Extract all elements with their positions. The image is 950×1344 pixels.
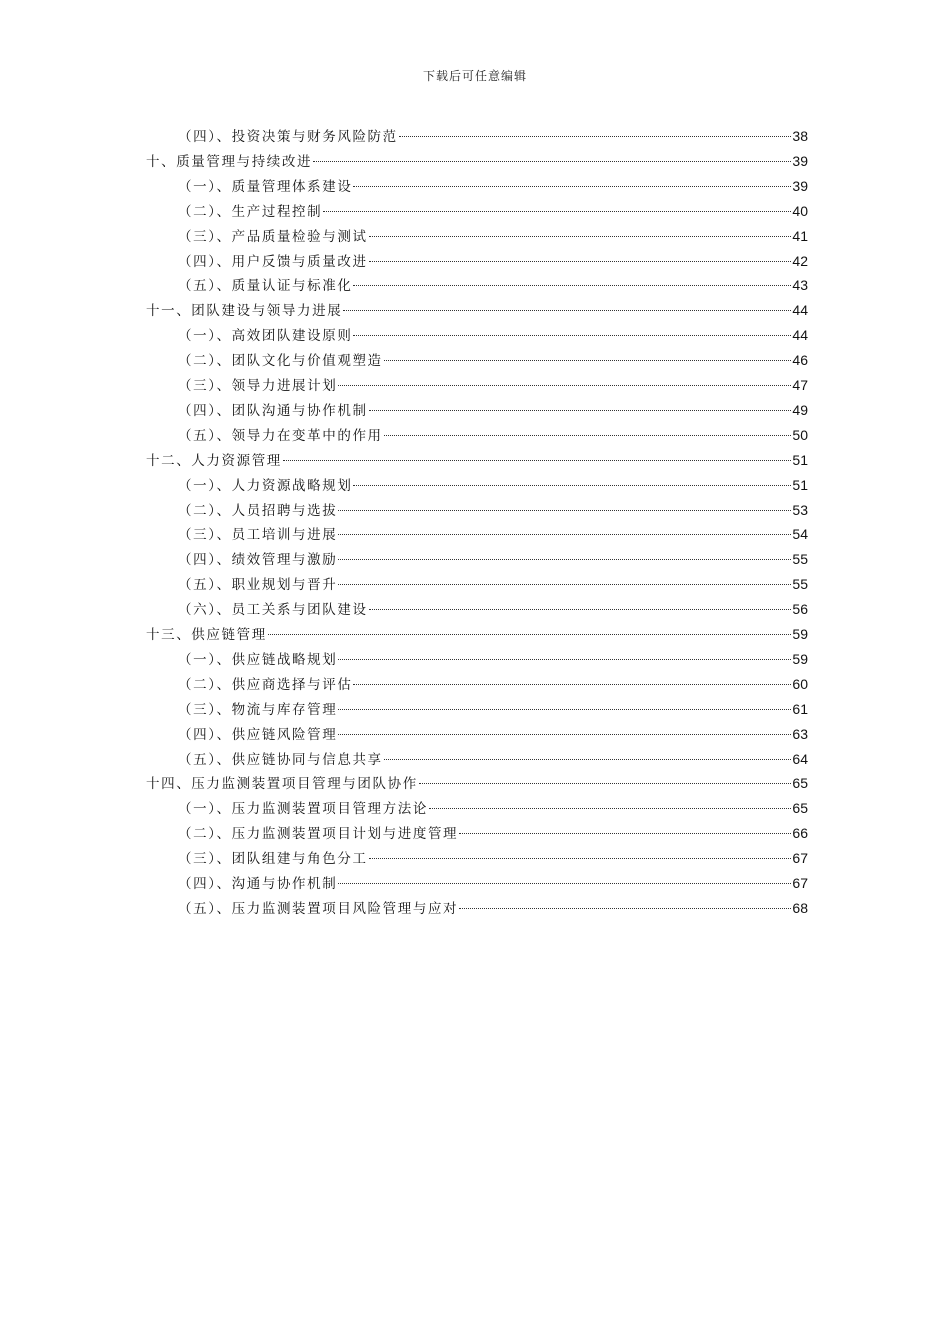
toc-section-entry[interactable]	[178, 523, 808, 545]
toc-dot-leader	[338, 883, 791, 884]
toc-section-entry[interactable]	[178, 748, 808, 770]
toc-dot-leader	[369, 410, 792, 411]
toc-dot-leader	[338, 534, 791, 535]
toc-section-entry[interactable]	[178, 872, 808, 894]
toc-dot-leader	[323, 211, 791, 212]
toc-dot-leader	[338, 734, 791, 735]
toc-entry-title: （四）、沟通与协作机制	[178, 876, 338, 892]
toc-entry-page-number: 63	[792, 725, 808, 742]
toc-dot-leader	[338, 659, 791, 660]
toc-entry-title: 十三、供应链管理	[146, 627, 267, 643]
toc-dot-leader	[268, 634, 792, 635]
toc-dot-leader	[459, 833, 791, 834]
toc-entry-page-number: 56	[792, 601, 808, 618]
toc-entry-page-number: 55	[792, 551, 808, 568]
toc-entry-page-number: 43	[792, 277, 808, 294]
toc-dot-leader	[353, 684, 791, 685]
toc-section-entry[interactable]	[178, 349, 808, 371]
toc-entry-page-number: 46	[792, 352, 808, 369]
toc-entry-page-number: 65	[792, 800, 808, 817]
toc-section-entry[interactable]	[178, 200, 808, 222]
toc-dot-leader	[369, 858, 792, 859]
toc-dot-leader	[399, 136, 792, 137]
toc-dot-leader	[384, 360, 792, 361]
toc-dot-leader	[338, 709, 791, 710]
toc-entry-title: （一）、供应链战略规划	[178, 651, 338, 668]
toc-dot-leader	[353, 485, 791, 486]
toc-entry-page-number: 55	[792, 576, 808, 593]
toc-entry-title: （五）、压力监测装置项目风险管理与应对	[178, 900, 459, 917]
toc-entry-title: 十一、团队建设与领导力进展	[146, 303, 343, 320]
toc-dot-leader	[419, 783, 792, 784]
toc-section-entry[interactable]	[178, 673, 808, 695]
toc-entry-title: （四）、供应链风险管理	[178, 726, 338, 743]
toc-entry-title: （五）、质量认证与标准化	[178, 278, 353, 295]
toc-section-entry[interactable]	[178, 648, 808, 670]
toc-section-entry[interactable]	[178, 324, 808, 346]
toc-section-entry[interactable]	[178, 598, 808, 620]
toc-entry-title: （三）、物流与库存管理	[178, 701, 338, 718]
toc-entry-title: 十二、人力资源管理	[146, 452, 282, 469]
toc-entry-title: （三）、团队组建与角色分工	[178, 851, 368, 868]
toc-entry-page-number: 50	[792, 426, 808, 443]
toc-entry-page-number: 44	[792, 327, 808, 344]
toc-entry-title: （四）、团队沟通与协作机制	[178, 402, 368, 419]
toc-chapter-entry[interactable]	[146, 299, 808, 321]
toc-chapter-entry[interactable]	[146, 449, 808, 471]
toc-entry-title: （五）、领导力在变革中的作用	[178, 427, 383, 444]
toc-entry-title: （五）、供应链协同与信息共享	[178, 751, 383, 768]
toc-entry-page-number: 42	[792, 252, 808, 269]
toc-entry-page-number: 49	[792, 401, 808, 418]
toc-entry-page-number: 38	[792, 128, 808, 144]
toc-entry-page-number: 60	[792, 675, 808, 692]
toc-entry-title: （四）、用户反馈与质量改进	[178, 253, 368, 270]
toc-entry-title: （一）、压力监测装置项目管理方法论	[178, 801, 428, 818]
toc-entry-page-number: 41	[792, 227, 808, 244]
toc-entry-page-number: 39	[792, 152, 808, 169]
toc-entry-page-number: 67	[792, 875, 808, 891]
toc-dot-leader	[338, 559, 791, 560]
toc-dot-leader	[283, 460, 792, 461]
toc-entry-page-number: 66	[792, 825, 808, 842]
toc-section-entry[interactable]	[178, 548, 808, 570]
toc-dot-leader	[353, 186, 791, 187]
toc-entry-title: （三）、产品质量检验与测试	[178, 228, 368, 245]
toc-entry-title: （二）、生产过程控制	[178, 203, 323, 220]
toc-section-entry[interactable]	[178, 897, 808, 919]
toc-entry-page-number: 65	[792, 775, 808, 792]
toc-entry-title: （五）、职业规划与晋升	[178, 577, 338, 594]
toc-dot-leader	[369, 261, 792, 262]
toc-dot-leader	[313, 161, 791, 162]
toc-section-entry[interactable]	[178, 797, 808, 819]
toc-entry-page-number: 47	[792, 377, 808, 393]
toc-entry-page-number: 53	[792, 501, 808, 518]
toc-section-entry[interactable]	[178, 125, 808, 147]
toc-dot-leader	[353, 285, 791, 286]
toc-entry-title: （一）、质量管理体系建设	[178, 178, 353, 195]
toc-section-entry[interactable]	[178, 847, 808, 869]
toc-dot-leader	[338, 510, 791, 511]
toc-entry-title: 十四、压力监测装置项目管理与团队协作	[146, 776, 418, 793]
toc-entry-page-number: 51	[792, 476, 808, 493]
toc-entry-page-number: 68	[792, 899, 808, 916]
toc-chapter-entry[interactable]	[146, 623, 808, 645]
toc-entry-page-number: 54	[792, 526, 808, 543]
toc-entry-page-number: 59	[792, 650, 808, 667]
toc-dot-leader	[338, 385, 791, 386]
toc-section-entry[interactable]	[178, 723, 808, 745]
toc-section-entry[interactable]	[178, 175, 808, 197]
toc-dot-leader	[459, 908, 791, 909]
toc-chapter-entry[interactable]	[146, 772, 808, 794]
toc-section-entry[interactable]	[178, 499, 808, 521]
toc-entry-title: （一）、人力资源战略规划	[178, 477, 353, 494]
toc-section-entry[interactable]	[178, 698, 808, 720]
toc-entry-title: （二）、团队文化与价值观塑造	[178, 353, 383, 370]
toc-section-entry[interactable]	[178, 822, 808, 844]
toc-entry-title: （二）、人员招聘与选拔	[178, 502, 338, 519]
toc-entry-page-number: 61	[792, 700, 808, 717]
toc-entry-title: （一）、高效团队建设原则	[178, 328, 353, 345]
toc-dot-leader	[384, 435, 792, 436]
toc-entry-page-number: 67	[792, 850, 808, 867]
toc-section-entry[interactable]	[178, 274, 808, 296]
toc-section-entry[interactable]	[178, 225, 808, 247]
toc-dot-leader	[369, 609, 792, 610]
toc-section-entry[interactable]	[178, 573, 808, 595]
toc-dot-leader	[384, 759, 792, 760]
toc-entry-page-number: 64	[792, 750, 808, 767]
toc-chapter-entry[interactable]	[146, 150, 808, 172]
toc-section-entry[interactable]	[178, 474, 808, 496]
toc-dot-leader	[369, 236, 792, 237]
toc-section-entry[interactable]	[178, 424, 808, 446]
toc-dot-leader	[429, 808, 791, 809]
toc-entry-title: （二）、压力监测装置项目计划与进度管理	[178, 826, 459, 843]
toc-entry-page-number: 51	[792, 451, 808, 468]
toc-entry-title: 十、质量管理与持续改进	[146, 153, 313, 170]
toc-entry-page-number: 40	[792, 202, 808, 219]
toc-entry-page-number: 39	[792, 177, 808, 194]
toc-entry-page-number: 59	[792, 626, 808, 642]
toc-entry-title: （三）、领导力进展计划	[178, 378, 338, 394]
page-header: 下载后可任意编辑	[422, 69, 527, 83]
toc-entry-title: （四）、投资决策与财务风险防范	[178, 129, 398, 145]
toc-entry-page-number: 44	[792, 302, 808, 319]
toc-dot-leader	[353, 335, 791, 336]
toc-section-entry[interactable]	[178, 399, 808, 421]
toc-entry-title: （三）、员工培训与进展	[178, 527, 338, 544]
toc-entry-title: （四）、绩效管理与激励	[178, 552, 338, 569]
toc-entry-title: （二）、供应商选择与评估	[178, 676, 353, 693]
toc-entry-title: （六）、员工关系与团队建设	[178, 602, 368, 619]
toc-dot-leader	[343, 310, 791, 311]
toc-section-entry[interactable]	[178, 250, 808, 272]
toc-dot-leader	[338, 584, 791, 585]
toc-section-entry[interactable]	[178, 374, 808, 396]
